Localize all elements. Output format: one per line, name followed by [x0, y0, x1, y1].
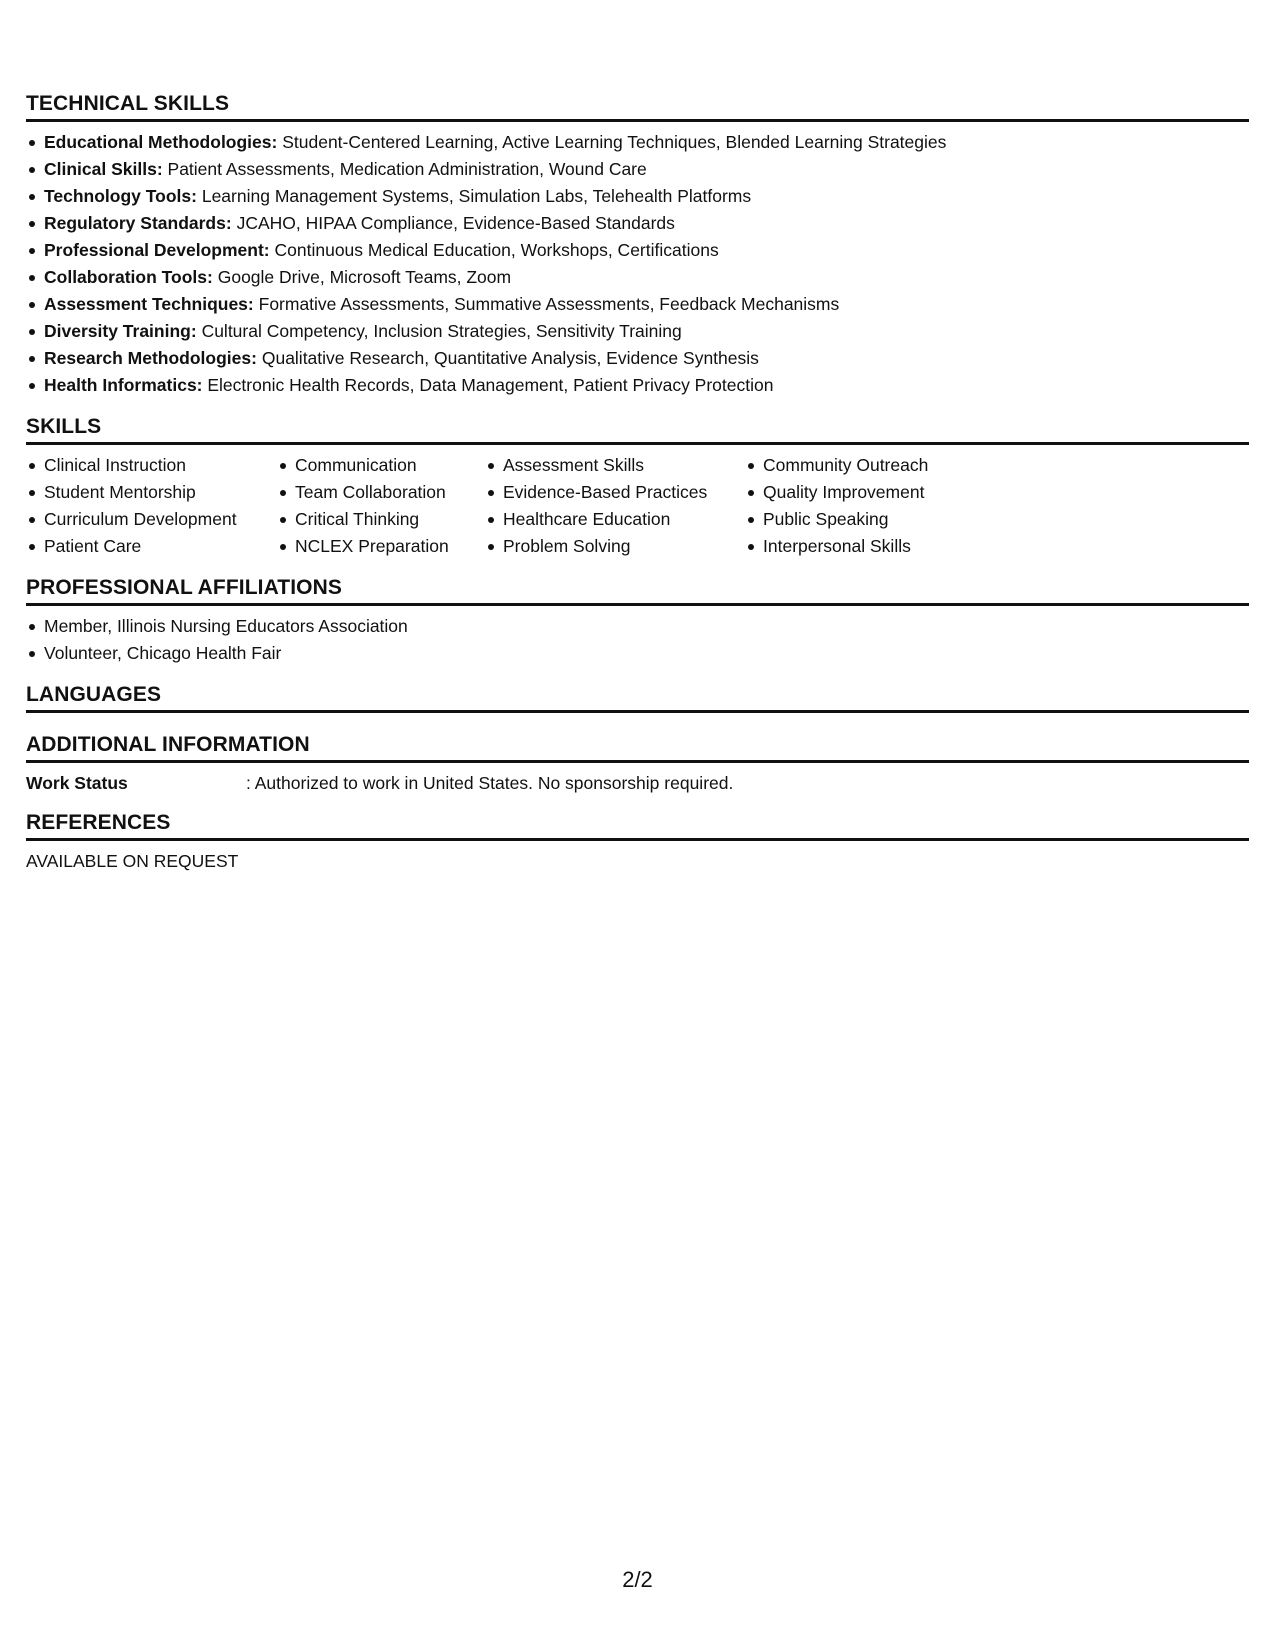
tech-skill-value: Formative Assessments, Summative Assessments, Feedback Mechanisms — [258, 294, 840, 314]
tech-skill-value: JCAHO, HIPAA Compliance, Evidence-Based Standards — [236, 213, 675, 233]
list-item: Clinical Instruction — [26, 452, 277, 479]
work-status-row — [26, 771, 1249, 795]
tech-skill-value: Continuous Medical Education, Workshops, Certifications — [274, 240, 719, 260]
technical-skills-heading: TECHNICAL SKILLS — [26, 92, 1249, 122]
list-item — [26, 264, 1249, 291]
tech-skill-label: Technology Tools: — [44, 186, 197, 206]
list-item — [26, 129, 1249, 156]
list-item: Assessment Skills — [485, 452, 745, 479]
tech-skill-label: Assessment Techniques: — [44, 294, 254, 314]
languages-section — [26, 683, 1249, 717]
tech-skill-label: Research Methodologies: — [44, 348, 257, 368]
tech-skill-value: Patient Assessments, Medication Administration, Wound Care — [167, 159, 647, 179]
skills-column-4 — [745, 452, 985, 560]
list-item — [26, 291, 1249, 318]
skills-column-3 — [485, 452, 745, 560]
list-item: Curriculum Development — [26, 506, 277, 533]
references-heading: REFERENCES — [26, 811, 1249, 841]
list-item — [26, 372, 1249, 399]
tech-skill-value: Electronic Health Records, Data Management, Patient Privacy Protection — [207, 375, 774, 395]
references-section — [26, 811, 1249, 873]
affiliations-list — [26, 613, 1249, 667]
tech-skill-label: Collaboration Tools: — [44, 267, 213, 287]
list-item — [26, 345, 1249, 372]
skills-heading: SKILLS — [26, 415, 1249, 445]
skills-grid — [26, 452, 1249, 560]
references-text: AVAILABLE ON REQUEST — [26, 851, 239, 871]
list-item: Team Collaboration — [277, 479, 485, 506]
languages-heading: LANGUAGES — [26, 683, 1249, 713]
tech-skill-label: Clinical Skills: — [44, 159, 163, 179]
tech-skill-label: Professional Development: — [44, 240, 270, 260]
list-item — [26, 318, 1249, 345]
list-item: Patient Care — [26, 533, 277, 560]
list-item: Communication — [277, 452, 485, 479]
resume-page — [26, 92, 1249, 889]
list-item: Student Mentorship — [26, 479, 277, 506]
tech-skill-label: Educational Methodologies: — [44, 132, 278, 152]
list-item — [26, 237, 1249, 264]
tech-skill-label: Regulatory Standards: — [44, 213, 232, 233]
technical-skills-list — [26, 129, 1249, 399]
list-item: Interpersonal Skills — [745, 533, 985, 560]
tech-skill-label: Health Informatics: — [44, 375, 203, 395]
languages-empty — [26, 713, 1249, 717]
list-item: Public Speaking — [745, 506, 985, 533]
technical-skills-section — [26, 92, 1249, 399]
additional-info-section — [26, 733, 1249, 795]
list-item: Community Outreach — [745, 452, 985, 479]
list-item: Volunteer, Chicago Health Fair — [26, 640, 1249, 667]
affiliations-heading: PROFESSIONAL AFFILIATIONS — [26, 576, 1249, 606]
skills-section — [26, 415, 1249, 560]
tech-skill-value: Qualitative Research, Quantitative Analysis, Evidence Synthesis — [261, 348, 759, 368]
skills-column-1 — [26, 452, 277, 560]
tech-skill-value: Student-Centered Learning, Active Learning Techniques, Blended Learning Strategies — [282, 132, 947, 152]
additional-info-heading: ADDITIONAL INFORMATION — [26, 733, 1249, 763]
tech-skill-value: Google Drive, Microsoft Teams, Zoom — [217, 267, 512, 287]
list-item — [26, 156, 1249, 183]
list-item: Healthcare Education — [485, 506, 745, 533]
list-item: Quality Improvement — [745, 479, 985, 506]
list-item: Evidence-Based Practices — [485, 479, 745, 506]
skills-column-2 — [277, 452, 485, 560]
tech-skill-label: Diversity Training: — [44, 321, 197, 341]
tech-skill-value: Learning Management Systems, Simulation Labs, Telehealth Platforms — [201, 186, 752, 206]
list-item: Critical Thinking — [277, 506, 485, 533]
work-status-label: Work Status — [26, 773, 128, 793]
page-number: 2/2 — [622, 1567, 653, 1592]
list-item — [26, 210, 1249, 237]
work-status-value: : Authorized to work in United States. No sponsorship required. — [246, 773, 734, 793]
list-item: Problem Solving — [485, 533, 745, 560]
affiliations-section — [26, 576, 1249, 667]
list-item: Member, Illinois Nursing Educators Association — [26, 613, 1249, 640]
tech-skill-value: Cultural Competency, Inclusion Strategies, Sensitivity Training — [201, 321, 682, 341]
list-item — [26, 183, 1249, 210]
list-item: NCLEX Preparation — [277, 533, 485, 560]
